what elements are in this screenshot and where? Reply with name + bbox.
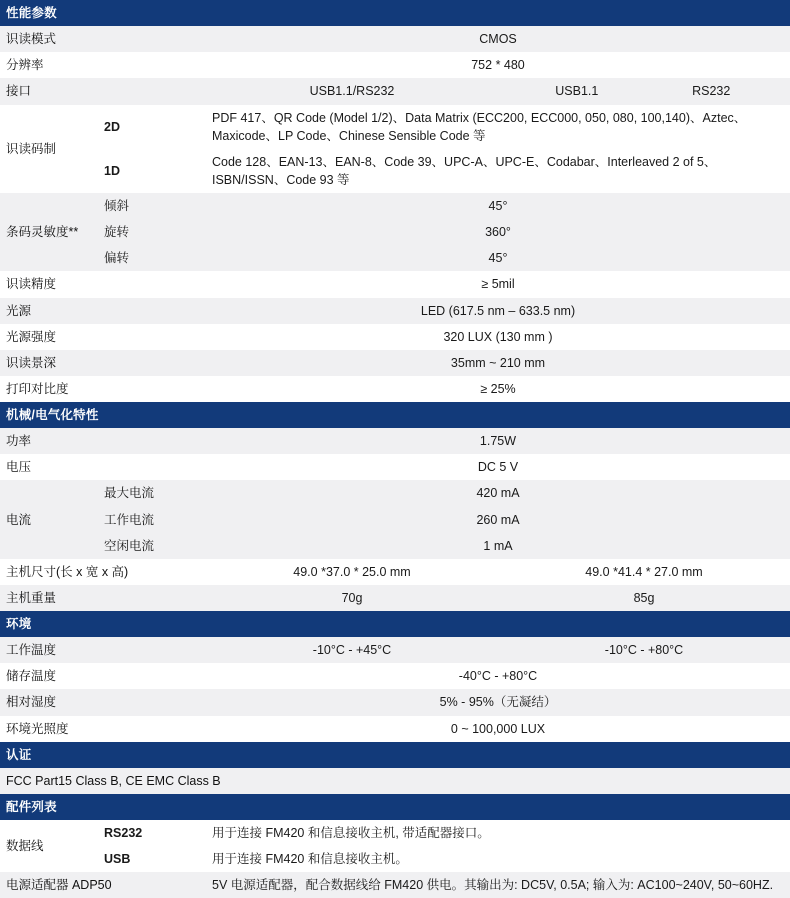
row-value-depth-of-field: 35mm ~ 210 mm (206, 350, 790, 376)
row-value-usb-cable: 用于连接 FM420 和信息接收主机。 (206, 846, 790, 872)
table-row (0, 298, 790, 324)
row-value-1d-codes: Code 128、EAN-13、EAN-8、Code 39、UPC-A、UPC-E、Codabar、Interleaved 2 of 5、ISBN/ISSN、Code 93 等 (206, 149, 790, 193)
row-value-work-current: 260 mA (206, 507, 790, 533)
row-value-print-contrast: ≥ 25% (206, 376, 790, 402)
table-row (0, 376, 790, 402)
row-sublabel-work-current: 工作电流 (98, 507, 206, 533)
table-row (0, 324, 790, 350)
row-value-power: 1.75W (206, 428, 790, 454)
row-value-weight-2: 85g (498, 585, 790, 611)
row-label-depth-of-field: 识读景深 (0, 350, 206, 376)
row-label-print-contrast: 打印对比度 (0, 376, 206, 402)
table-row (0, 428, 790, 454)
row-value-dimensions-2: 49.0 *41.4 * 27.0 mm (498, 559, 790, 585)
table-row (0, 350, 790, 376)
table-row (0, 846, 790, 872)
row-value-accuracy: ≥ 5mil (206, 271, 790, 297)
row-value-read-mode: CMOS (206, 26, 790, 52)
table-row (0, 149, 790, 193)
row-label-light-intensity: 光源强度 (0, 324, 206, 350)
row-value-idle-current: 1 mA (206, 533, 790, 559)
row-value-rotate: 360° (206, 219, 790, 245)
table-row (0, 689, 790, 715)
row-value-voltage: DC 5 V (206, 454, 790, 480)
row-label-light-source: 光源 (0, 298, 206, 324)
table-row (0, 193, 790, 219)
row-label-resolution: 分辨率 (0, 52, 206, 78)
row-label-weight: 主机重量 (0, 585, 206, 611)
row-value-power-adapter: 5V 电源适配器，配合数据线给 FM420 供电。其输出为: DC5V, 0.5A; 输入为: AC100~240V, 50~60HZ. (206, 872, 790, 898)
row-value-rs232-cable: 用于连接 FM420 和信息接收主机, 带适配器接口。 (206, 820, 790, 846)
section-title-certification: 认证 (0, 742, 790, 768)
section-header-performance (0, 0, 790, 26)
row-sublabel-usb: USB (98, 846, 206, 872)
row-sublabel-max-current: 最大电流 (98, 480, 206, 506)
row-sublabel-tilt: 倾斜 (98, 193, 206, 219)
row-value-light-source: LED (617.5 nm – 633.5 nm) (206, 298, 790, 324)
row-value-ambient-light: 0 ~ 100,000 LUX (206, 716, 790, 742)
row-label-ambient-light: 环境光照度 (0, 716, 206, 742)
row-value-weight-1: 70g (206, 585, 498, 611)
row-label-interface: 接口 (0, 78, 206, 104)
row-value-tilt: 45° (206, 193, 790, 219)
section-title-environment: 环境 (0, 611, 790, 637)
row-value-interface-2: USB1.1 (555, 84, 599, 99)
table-row (0, 872, 790, 898)
row-label-working-temperature: 工作温度 (0, 637, 206, 663)
section-title-performance: 性能参数 (0, 0, 790, 26)
row-value-skew: 45° (206, 245, 790, 271)
row-value-2d-codes: PDF 417、QR Code (Model 1/2)、Data Matrix (ECC200, ECC000, 050, 080, 100,140)、Aztec、Maxicode、LP Code、Chinese Sensible Code 等 (206, 105, 790, 149)
table-row (0, 663, 790, 689)
row-label-sensitivity: 条码灵敏度** (0, 193, 98, 271)
table-row (0, 245, 790, 271)
row-value-light-intensity: 320 LUX (130 mm ) (206, 324, 790, 350)
table-row (0, 716, 790, 742)
row-value-working-temperature-1: -10°C - +45°C (206, 637, 498, 663)
table-row (0, 105, 790, 149)
row-value-resolution: 752 * 480 (206, 52, 790, 78)
table-row (0, 768, 790, 794)
row-label-data-cable: 数据线 (0, 820, 98, 872)
row-label-power-adapter: 电源适配器 ADP50 (0, 872, 206, 898)
row-value-max-current: 420 mA (206, 480, 790, 506)
section-header-certification (0, 742, 790, 768)
row-label-current: 电流 (0, 480, 98, 558)
row-value-interface-1: USB1.1/RS232 (206, 78, 498, 104)
row-value-storage-temperature: -40°C - +80°C (206, 663, 790, 689)
table-row (0, 585, 790, 611)
table-row (0, 454, 790, 480)
table-row (0, 26, 790, 52)
table-row (0, 480, 790, 506)
section-header-accessories (0, 794, 790, 820)
row-label-accuracy: 识读精度 (0, 271, 206, 297)
table-row (0, 637, 790, 663)
row-sublabel-2d: 2D (98, 105, 206, 149)
row-value-interface-3: RS232 (692, 84, 731, 99)
table-row (0, 219, 790, 245)
row-value-dimensions-1: 49.0 *37.0 * 25.0 mm (206, 559, 498, 585)
table-row (0, 820, 790, 846)
row-sublabel-rs232: RS232 (98, 820, 206, 846)
section-title-accessories: 配件列表 (0, 794, 790, 820)
row-sublabel-rotate: 旋转 (98, 219, 206, 245)
table-row (0, 52, 790, 78)
row-value-interface-group (498, 78, 790, 104)
section-title-mechanical: 机械/电气化特性 (0, 402, 790, 428)
row-sublabel-idle-current: 空闲电流 (98, 533, 206, 559)
row-value-certification: FCC Part15 Class B, CE EMC Class B (0, 768, 790, 794)
table-row (0, 533, 790, 559)
row-label-voltage: 电压 (0, 454, 206, 480)
row-label-humidity: 相对湿度 (0, 689, 206, 715)
table-row (0, 78, 790, 104)
section-header-environment (0, 611, 790, 637)
row-value-working-temperature-2: -10°C - +80°C (498, 637, 790, 663)
row-label-read-mode: 识读模式 (0, 26, 206, 52)
table-row (0, 271, 790, 297)
row-label-symbology: 识读码制 (0, 105, 98, 194)
table-row (0, 559, 790, 585)
row-value-humidity: 5% - 95%（无凝结） (206, 689, 790, 715)
row-label-dimensions: 主机尺寸(长 x 宽 x 高) (0, 559, 206, 585)
table-row (0, 507, 790, 533)
section-header-mechanical (0, 402, 790, 428)
row-sublabel-skew: 偏转 (98, 245, 206, 271)
row-label-storage-temperature: 储存温度 (0, 663, 206, 689)
row-label-power: 功率 (0, 428, 206, 454)
row-sublabel-1d: 1D (98, 149, 206, 193)
